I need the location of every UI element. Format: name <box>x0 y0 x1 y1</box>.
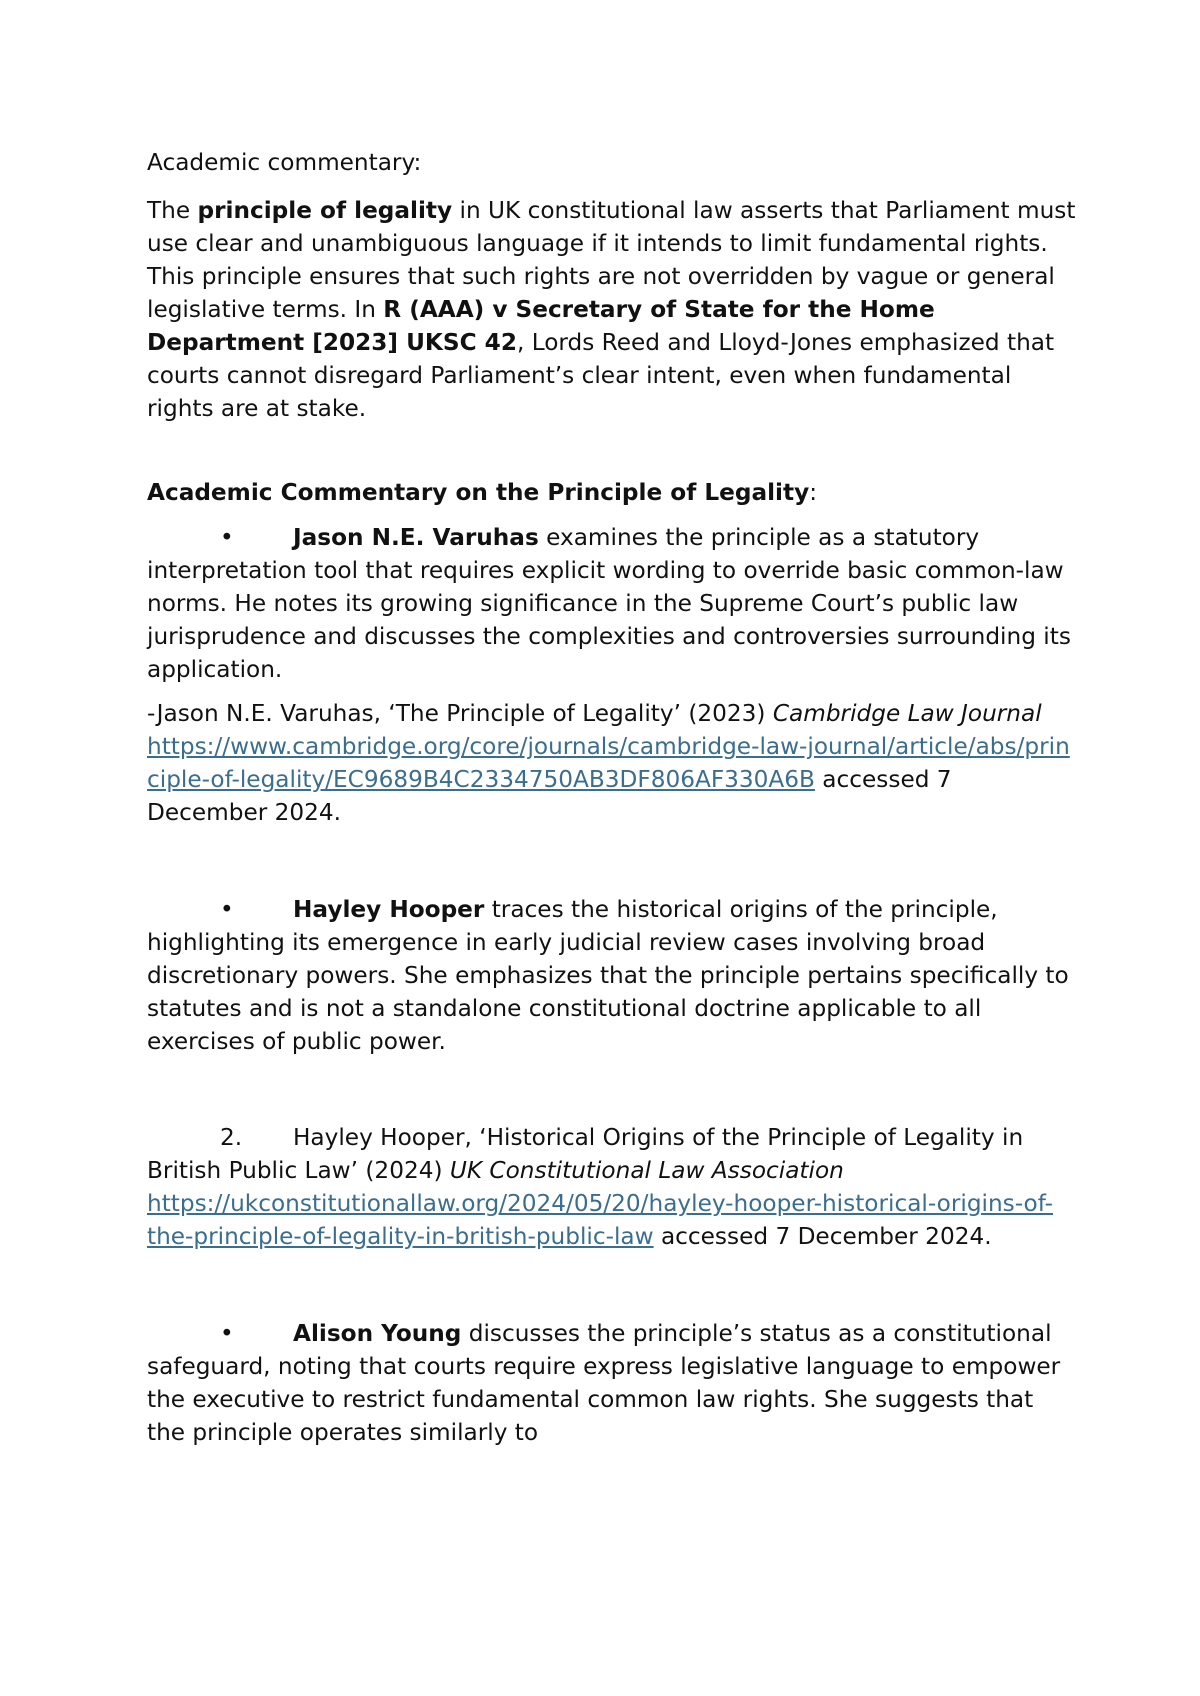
citation-link[interactable]: https://www.cambridge.org/core/journals/cambridge-law-journal/article/abs/principle-of-legality/EC9689B4C2334750AB3DF806AF330A6B <box>147 733 1070 793</box>
citation-journal: UK Constitutional Law Association <box>449 1157 844 1184</box>
heading-academic-commentary: Academic commentary: <box>147 149 422 176</box>
bullet-icon: • <box>220 896 234 923</box>
citation-varuhas <box>147 697 1077 829</box>
section-heading-bold: Academic Commentary on the Principle of Legality <box>147 479 810 506</box>
intro-text-3: , Lords Reed and Lloyd-Jones emphasized that courts cannot disregard Parliament’s clear intent, even when fundamental rights are at stake. <box>147 329 1055 422</box>
intro-paragraph <box>147 194 1077 425</box>
citation-number: 2. <box>220 1124 243 1151</box>
commentary-entry-hooper <box>147 893 1077 1058</box>
citation-accessed: accessed 7 December 2024. <box>147 766 952 826</box>
author-name: Hayley Hooper <box>293 896 485 923</box>
bullet-icon: • <box>220 1320 234 1347</box>
intro-text-1: The <box>147 197 198 224</box>
section-heading <box>147 476 1077 509</box>
intro-case-citation: R (AAA) v Secretary of State for the Home Department [2023] UKSC 42 <box>147 296 935 356</box>
intro-text-2: in UK constitutional law asserts that Parliament must use clear and unambiguous language if it intends to limit fundamental rights. This principle ensures that such rights are not overridden by vague or general legislative terms. In <box>147 197 1076 323</box>
commentary-entry-varuhas <box>147 521 1077 686</box>
author-name: Jason N.E. Varuhas <box>293 524 539 551</box>
entry-text: discusses the principle’s status as a constitutional safeguard, noting that courts require express legislative language to empower the executive to restrict fundamental common law rights. She suggests that the principle operates similarly to <box>147 1320 1061 1446</box>
document-page <box>147 146 1077 1449</box>
commentary-entry-young <box>147 1317 1077 1449</box>
citation-text: -Jason N.E. Varuhas, ‘The Principle of Legality’ (2023) <box>147 700 773 727</box>
section-heading-colon: : <box>809 479 818 506</box>
citation-hooper <box>147 1121 1077 1253</box>
citation-journal: Cambridge Law Journal <box>772 700 1042 727</box>
entry-text: examines the principle as a statutory interpretation tool that requires explicit wording to override basic common-law norms. He notes its growing significance in the Supreme Court’s public law jurisprudence and discusses the complexities and controversies surrounding its application. <box>147 524 1071 683</box>
intro-bold-term: principle of legality <box>197 197 453 224</box>
citation-accessed: accessed 7 December 2024. <box>653 1223 992 1250</box>
entry-text: traces the historical origins of the principle, highlighting its emergence in early judicial review cases involving broad discretionary powers. She emphasizes that the principle pertains specifically to statutes and is not a standalone constitutional doctrine applicable to all exercises of public power. <box>147 896 1069 1055</box>
citation-text: Hayley Hooper, ‘Historical Origins of the Principle of Legality in British Public Law’ (2024) <box>147 1124 1024 1184</box>
bullet-icon: • <box>220 524 234 551</box>
author-name: Alison Young <box>293 1320 462 1347</box>
citation-link[interactable]: https://ukconstitutionallaw.org/2024/05/20/hayley-hooper-historical-origins-of-the-principle-of-legality-in-british-public-law <box>147 1190 1053 1250</box>
